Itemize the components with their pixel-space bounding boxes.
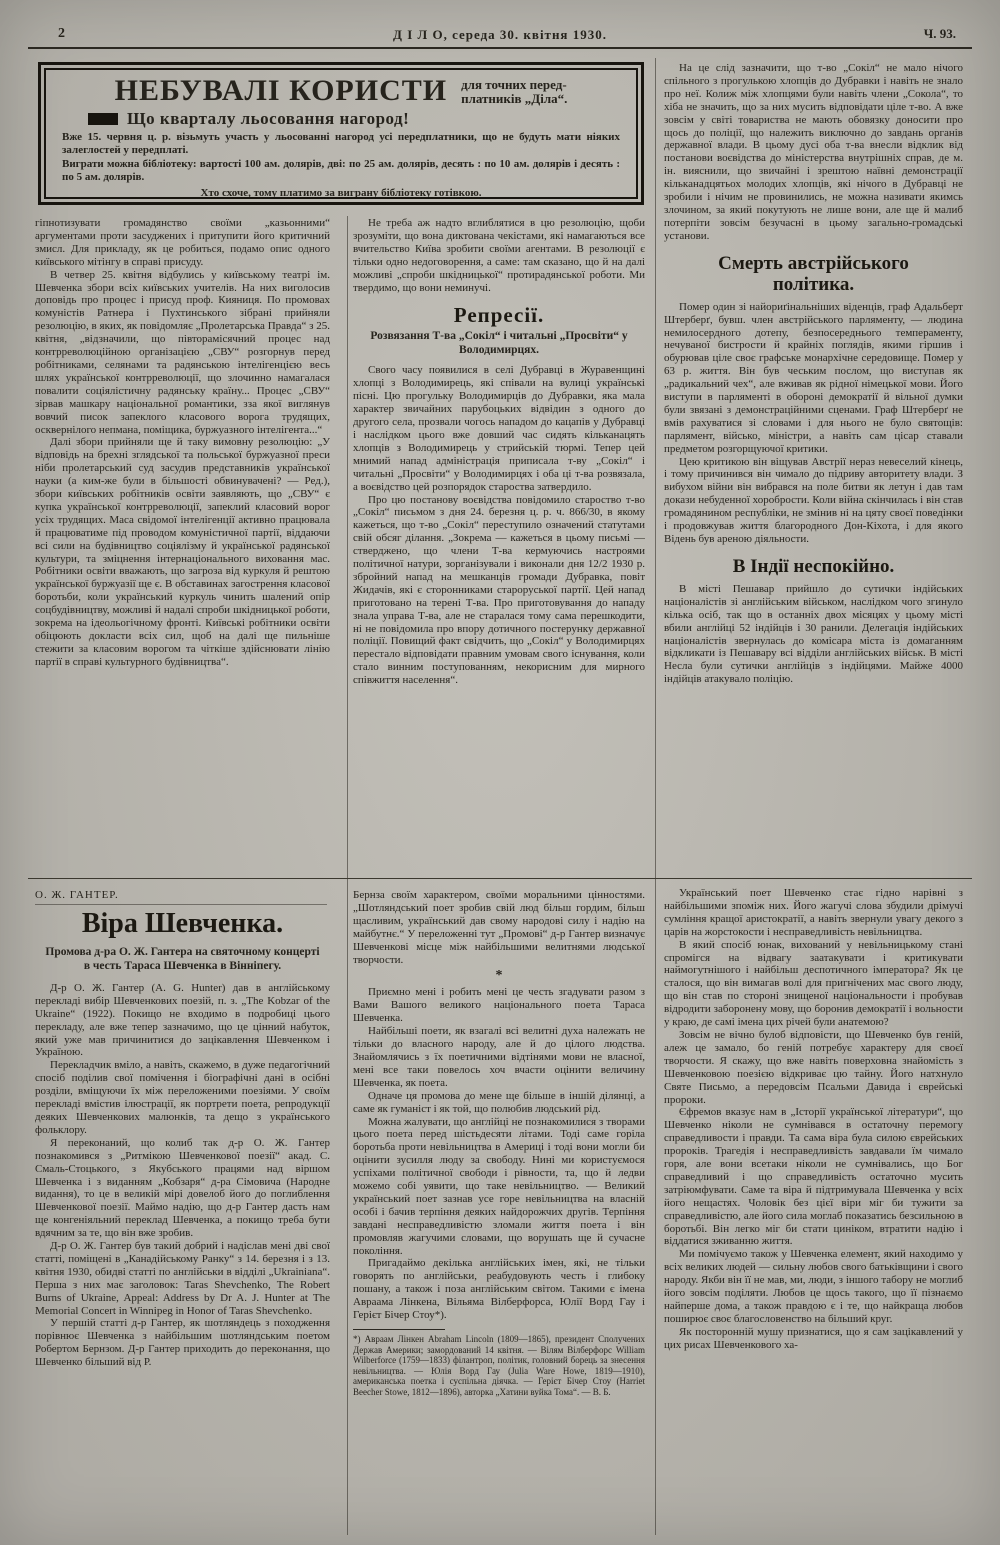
footnote-rule: [353, 1329, 445, 1330]
black-rectangle-icon: [88, 113, 118, 125]
shevchenko-column-2: [353, 889, 645, 1539]
paragraph: Про цю постанову воєвідства повідомило староство т-во „Сокіл“ письмом з дня 24. березня ц. р. ч. 866/30, в якому кажеться, що т-во „Сокіл“ переступило означений статутами свій обсяг ділання. „Зокрема — кажеться в цьому письмі — стверджено, що члени Т-ва кермуючись настроями політичної натури, зорганізували і виконали дня 12/2 1930 р. збройний напад на мешканців громади Дубравка, повіт Жидачів, які є сторонниками староруської партії. Цей напад приготовано на терені Т-ва. Про приготовування до нападу знала управа Т-ва, але не старалася тому сама перешкодити, ні не повідомила про впору дотичного постерунку державної поліції. Повищий факт свідчить, що „Сокіл“ у Володимирцях перестало відповідати правним умовам свого існування, коли стало винним поступованням, некорисним для мирного співжиття населення“.: [353, 493, 645, 687]
column-divider-1: [347, 216, 348, 1535]
footnote-text: *) Авраам Лінкен Abraham Lincoln (1809—1865), президент Сполучених Держав Америки; замордований 14 квітня. — Вілям Вілберфорс William Wilberforce (1759—1833) філантроп, політик, головний борець за знесення невільництва. — Юлія Ворд Гау (Julia Ware Howe, 1819—1910), американська поетка і суспільна діячка. — Герієт Бічер Стоу (Harriet Beecher Stowe, 1812—1896), авторка „Хатини вуйка Тома“. — В. Б.: [353, 1334, 645, 1397]
paragraph: Я переконаний, що колиб так д-р О. Ж. Гантер познакомився з „Ритмікою Шевченкової поезії“ акад. С. Смаль-Стоцького, з Якубського працями над віршом Шевченка і з виданням „Кобзаря“ д-ра Сімовича (Народне видання), то це в великій мірі довелоб його до поглиблення Шевченкової поезії. Маймо надію, що д-р Гантер дасть нам ще конгеніяльний переклад Шевченка, а покищо треба бути вдячним за те, що він вже зробив.: [35, 1136, 330, 1240]
shevchenko-column-3: [664, 887, 963, 1539]
ad-frame: [44, 68, 638, 199]
article-subtitle: Промова д-ра О. Ж. Гантера на святочному концерті в честь Тараса Шевченка в Вінніпегу.: [45, 945, 320, 972]
paragraph: Цею критикою він віщував Австрії нераз невеселий кінець, і тому причинився він чимало до підриву авторитету влади. З вибухом війни він вибрався на поле битви як летун і дав там докази небуденної хоробрости. Коли війна скінчилась і він став громадянином республіки, не змінив ні на цяту своєї поведінки і продовжував життя благородного Дон-Кіхота, і для якого Відень був ареною діяльности.: [664, 455, 963, 545]
paragraph: Пригадаймо декілька англійських імен, які, не тільки говорять по англійськи, реабудовують честь і глибоку пошану, а також і поза англійським світом. Такими є імена Авраама Лінкена, Вільяма Вілберфорса, Юлії Ворд Гау і Герієт Бічер Стоу*).: [353, 1257, 645, 1322]
paragraph: Далі збори прийняли ще й таку вимовну резолюцію: „У відповідь на брехні зглядської та польської буржуазної преси ніби пролетарський суд засудив представників української науки (а ким-же були в більшості обвинувачені? — Ред.), збори київських робітників освіти заявляють, що „СВУ“ є купка української контрреволюції, запеклий класовий ворог усіх трудящих. Маса свідомої інтелігенції активно працювала й працюватиме під проводом комуністичної партії, віддаючи всі сили на будівництво соціялізму й української радянської культури, та зміцнення інтернаціонального виховання мас. Робітники освіти вважають, що загроза від куркуля й рештою української буржуазії ще є. В обставинах загострення класової боротьби, коли український куркуль чинить шалений опір соцбудівництву, можливі й надалі спроби шкідницької роботи, зокрема на ідеольогічному фронті. Київські робітники освіти обіцюють докласти всіх сил, щоб на далі ще пильніше стежити за класовим ворогом та чіткіше здійснювати лінію партії в справі культурного будівництва“.: [35, 436, 330, 668]
paragraph: На це слід зазначити, що т-во „Сокіл“ не мало нічого спільного з прогулькою хлопців до Дубравки і навіть не знало про неї. Колиж між хлопцями були навіть члени „Сокола“, то хіба не значить, що за них мусить відповідати ціле т-во. А вже зовсім у світі товариства не мають обовязку доносити про щось до поліції, що належить виключно до завдань органів державної влади. В цьому дусі оба т-ва внесли відклик від постанови воєвідства до міністерства внутрішніх справ, де м. ін. вияснили, що звичайні і зрештою наївні демонстрації кільканадцятьох молодих хлопців, які нічого в Дубравці не зробили і нічим не провинились, не можна називати якимсь злочином, за який покутують не лише вони, але ще й малиб потерпіти зовсім безучасні в цьому загально-громадські установи.: [664, 62, 963, 242]
paragraph: В місті Пешавар прийшло до сутички індійських націоналістів зі англійським військом, наслідком чого згинуло кілька осіб, так що в останніх двох місяцях у цьому місті вбили англійці 52 індійців і 30 ранили. Делегація індійських націоналістів звернулась до комісара міста із домаганням відкликати із Пешавару всі відділи англійських військ. В місті Несла були сутички англійців з індійцями. Майже 4000 індійців атакувало поліцію.: [664, 582, 963, 686]
paragraph: Ми помічуємо також у Шевченка елемент, який находимо у всіх великих людей — сильну любов свого батьківщини і свого народу. Якби він її не мав, ми, люди, з іншого табору не моглиб його зовсім поділяти. Любов це щось такого, що її пізнаємо найперше дома, а також правдою є і те, що найкраща любов поширює своє благословенство на більший круг.: [664, 1248, 963, 1325]
ad-subheadline: Що кварталу льосовання нагород!: [127, 109, 410, 128]
repressions-body: [353, 364, 645, 687]
paragraph: Не треба аж надто вглиблятися в цю резолюцію, щоби зрозуміти, що вона диктована чекістами, які намагаються все вчительство Київа зробити своїми агентами. В резолюції є тільки одно недоговорення, а саме: там сказано, що й на далі можливі „спроби шкідницької“ протирадянської роботи. Ми твердимо, що вони неминучі.: [353, 217, 645, 294]
paragraph: Одначе ця промова до мене ще більше в іншій ділянці, а саме як гуманіст і як той, що полюбив людський рід.: [353, 1089, 645, 1115]
section-break-asterisk: *: [495, 968, 503, 984]
page-number: 2: [58, 26, 65, 41]
ad-footer-text: Хто схоче, тому платимо за виграну бібліотеку готівкою.: [200, 187, 482, 199]
shevchenko-column-2-part1: [353, 889, 645, 966]
paragraph: Найбільші поети, як взагалі всі велитні духа належать не тільки до власного народу, але й до цілого людства. Знайомлячись з їх поетичними відтінями мови не власної, мені все таки повелось хоч вчасти оцінити величину Шевченка, як поета.: [353, 1025, 645, 1089]
byline-rule: [35, 904, 327, 905]
author-byline: О. Ж. ГАНТЕР.: [35, 889, 119, 901]
paragraph: Бернза своїм характером, своїми моральними цінностями. „Шотляндський поет зробив свій люд більш гордим, більш щасливим, український дав свому народові силу і надію на майбутнє.“ У переложенні тут „Промові“ д-р Гантер визначує Шевченкові місце між найбільшими велитнями людської творчости.: [353, 889, 645, 966]
ad-headline-row: [62, 76, 620, 106]
ad-headline: НЕБУВАЛІ КОРИСТИ: [114, 74, 448, 107]
paragraph: Український поет Шевченко стає гідно нарівні з найбільшими зпоміж них. Його жагучі слова збудили дрімучі сумління кращої аристократії, а навіть звернули увагу декого з царів на жорстокости і несправедливість невільництва.: [664, 887, 963, 938]
paragraph: В четвер 25. квітня відбулись у київському театрі ім. Шевченка збори всіх київських учителів. На них виголосив доповідь про процес і присуд проф. Кияниця. По промовах комуністів Ратнера і Пухтинського зібрані прийняли резолюцію, в яких, як повідомляє „Пролетарська Правда“ з 25. квітня, „відзначили, що півторамісячний процес над контрреволюційною організацією „СВУ“ розгорнув перед робітниками, селянами та радянською інтелігенцією весь шлях української контрреволюції, що злочинно намагалася повалити соціялістичну радянську країну... Процес „СВУ“ зірвав машкару національної романтики, зза якої виглянув вовчий писок запеклого класового ворога трудящих, осквернілого непмана, поміщика, буржуазного інтелігента...“: [35, 268, 330, 436]
austrian-politician-body: [664, 301, 963, 546]
paragraph: У першій статті д-р Гантер, як шотляндець з походження порівнює Шевченка з найбільшим шотляндським поетом Робертом Бернзом. Д-р Гантер приходить до переконання, що Шевченко більший від Р.: [35, 1317, 330, 1369]
ad-headline-side: [461, 76, 567, 106]
paragraph: Д-р О. Ж. Гантер був такий добрий і надіслав мені дві свої статті, поміщені в „Канадійському Ранку“ з 14. березня і з 13. квітня 1930, обидві статті по англійськи в відділі „Ukrainiana“. Перша з них має заголовок: Taras Shevchenko, The Robert Burns of Ukraine, Appeal: Address by Dr A. J. Hunter at The Memorial Concert in Winnipeg in Honor of Taras Shevchenko.: [35, 1240, 330, 1317]
paragraph: В який спосіб юнак, вихований у невільницькому стані спромігся на відвагу заатакувати і критикувати наймогутнішого і найбільш деспотичного імператора? Як це сталося, що він вимагав волі для пригнічених мас свого люду, що він став по стороні знищеної національности і пробував відродити заборонену мову, що боронив демократії і вольности у краю, де самі імена цих річей були анатемою?: [664, 938, 963, 1029]
repressions-heading: Репресії.: [453, 303, 545, 328]
article-title: Віра Шевченка.: [81, 907, 284, 939]
ad-body-text: Виграти можна бібліотеку: вартості 100 ам. долярів, дві: по 25 ам. долярів, десять : по 10 ам. долярів і десять : по 5 ам. долярів.: [62, 158, 620, 183]
ad-body-text: Вже 15. червня ц. р. візьмуть участь у льосованні нагород усі передплатники, що не будуть мати ніяких залеглостей у передплаті.: [62, 131, 620, 156]
paragraph: Д-р О. Ж. Гантер (A. G. Hunter) дав в англійському перекладі вибір Шевченкових поезій, п. з. „The Kobzar of the Ukraine“ (1922). Покищо не входимо в подробиці цього перекладу, але вже тепер зазначимо, що це цінний набуток, який уже мав причинитися до зацікавлення Шевченком і Україною.: [35, 981, 330, 1059]
shevchenko-column-2-part2: [353, 986, 645, 1322]
column-2-lead: [353, 217, 645, 294]
section-divider-rule: [28, 878, 972, 879]
ad-subhead-row: [88, 109, 620, 129]
column-3-lead: [664, 62, 963, 243]
paragraph: Свого часу появилися в селі Дубравці в Журавенщині хлопці з Володимирець, які співали на вулиці українські пісні. Цю прогульку Володимирців до Дубравки, яка мала характер звичайних парубоцьких відвідин з одного до другого села, прозвали чогось нападом до кацапів у Дубравці і наслідком цього вже довший час сидять кільканацять хлопців з Володимирець у стрийській тюрмі. Тепер цей мнимий напад адміністрація приписала т-ву „Сокіл“ і читальні „Просвіти“ у Володимирцях і оба ці т-ва розвязала, а воєвідство цей розпорядок староства затвердило.: [353, 364, 645, 493]
subscription-ad: [38, 62, 644, 205]
paragraph: Приємно мені і робить мені це честь згадувати разом з Вами Вашого великого національного поета Тараса Шевченка.: [353, 986, 645, 1025]
column-divider-2: [655, 58, 656, 1535]
india-body: [664, 583, 963, 686]
ad-side-line2: платників „Діла“.: [461, 91, 568, 106]
masthead: Д І Л О, середа 30. квітня 1930.: [393, 27, 607, 42]
paragraph: Помер один зі найориґінальніших віденців, граф Адальберт Штерберґ, бувш. член австрійського парляменту, — людина немилосердного дотепу, безпосереднього темпераменту, нечуваної бистрости й крайніх поглядів, якими гіршив і обурював ціле своє графське монархічне середовище. Помер у 63 р. життя. Він був чеським послом, що виступав як „радикальний чех“, але вживав як рідної німецької мови. Його виступи в парляменті в обороні демократії й вільної думки були звязані з демонстраційними сценами. Граф Штерберґ не вмів рахуватися зі словами і для нього не було святощів: парлямент, військо, міністри, а навіть сам цісар ставали предметом розгорщуючої критики.: [664, 300, 963, 455]
column-2-top: [353, 217, 645, 875]
shevchenko-column-1: [35, 889, 330, 1539]
ad-side-line1: для точних перед-: [461, 77, 567, 92]
issue-number: Ч. 93.: [923, 26, 956, 41]
paragraph: Перекладчик вміло, а навіть, скажемо, в дуже педагогічний спосіб поділив свої помічення і біографічні дані в осібні розділи, вміщуючи їх між переложеними поезіями. У своїм перекладі вмістив ілюстрації, як портрети поета, репродукції деяких Шевченкових малюнків, та дещо з українського фольклору.: [35, 1059, 330, 1136]
paragraph: Єфремов вказує нам в „Історії української літератури“, що Шевченко ніколи не сумнівався в остаточну перемогу справедливости і правди. Та сама віра була силою єврейських пророків. Трагедія і несправедливість завдавали їм чимало горя, але вони всетаки ніколи не сумнівались, що Бог справедливий і що справедливість остаточно мусить затріюмфувати. Саме та віра й підтримувала Шевченка у всіх його нещастях. Чоловік без цієї віри міг би тужити за справедливістю, але його сила моглаб показатись безсильною в боротьбі. Він легко міг би стати циніком, втратити надію і віддатися зживанню життя.: [664, 1106, 963, 1248]
paragraph: Як посторонній мушу признатися, що я сам зацікавлений у цих рисах Шевченкового ха-: [664, 1325, 963, 1351]
column-3-top: [664, 62, 963, 874]
shevchenko-column-1-body: [35, 982, 330, 1369]
paragraph: Можна жалувати, що англійці не познакомилися з творами цього поета перед шістьдесяти літами. Тоді саме горіла боротьба проти невільництва в Америці і тоді вони могли би оцінити зусилля люду за свободу. Нині ми користуємося успіхами політичної свободи і рівности, та, що й ледви можемо собі уявити, що таке невільництво. — Великий український поет зазнав усе горе невільництва на власній особі і бачив терпіння деяких найдорожчих другів. Терпіння завдані несправедливістю зломали життя поета і він промовляв жагучими словами, що ворушать ще й сучасне покоління.: [353, 1115, 645, 1257]
paragraph: Зовсім не вічно булоб відповісти, що Шевченко був геній, алеж це замало, бо геній потребує характеру для своєї творчости. Я скажу, що вже навіть поверховна знайомість з Шевченковою поезією відкриває цю тайну. Його натхнуло Святе Письмо, а передовсім Псальми Давида і єврейські пророки.: [664, 1028, 963, 1106]
austrian-politician-heading: Смерть австрійського політика.: [718, 252, 909, 295]
repressions-subheading: Розвязання Т-ва „Сокіл“ і читальні „Просвіти“ у Володимирцях.: [370, 330, 628, 357]
paragraph: гіпнотизувати громадянство своїми „казьонними“ аргументами проти засуджених і притупити його критичний змисл. Для прикладу, як це робиться, подамо опис одного київського мітінгу в справі присуду.: [35, 217, 330, 268]
india-heading: В Індії неспокійно.: [732, 555, 895, 577]
column-1-top-text: [35, 217, 330, 875]
header-rule: [28, 47, 972, 49]
